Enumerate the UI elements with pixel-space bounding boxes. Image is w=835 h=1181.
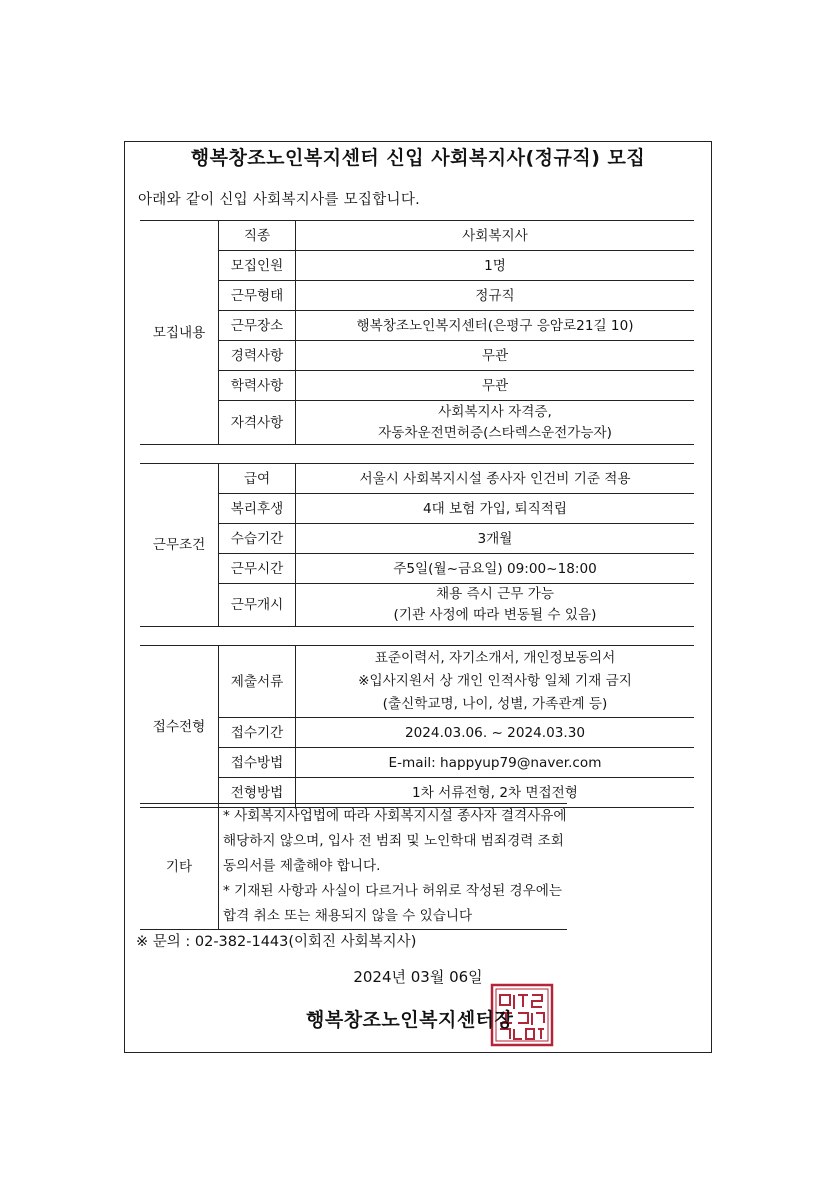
etc-category: 기타	[140, 804, 219, 930]
application-category: 접수전형	[140, 646, 219, 808]
value-line: 사회복지사 자격증,	[438, 403, 552, 420]
row-value	[296, 401, 695, 445]
row-label: 복리후생	[219, 494, 296, 524]
contact-info: ※ 문의 : 02-382-1443(이회진 사회복지사)	[136, 934, 417, 950]
row-label: 접수방법	[219, 748, 296, 778]
organization-name: 행복창조노인복지센터장	[306, 1009, 514, 1031]
note-line: 동의서를 제출해야 합니다.	[223, 858, 381, 874]
row-label: 모집인원	[219, 251, 296, 281]
issue-date: 2024년 03월 06일	[353, 968, 483, 986]
row-label: 근무장소	[219, 311, 296, 341]
application-table	[140, 645, 694, 808]
value-line: (기관 사정에 따라 변동될 수 있음)	[393, 607, 597, 623]
row-value: 주5일(월~금요일) 09:00~18:00	[296, 554, 695, 584]
row-label: 근무시간	[219, 554, 296, 584]
value-line: 자동차운전면허증(스타렉스운전가능자)	[378, 424, 612, 441]
row-value: 3개월	[296, 524, 695, 554]
row-value	[296, 584, 695, 627]
document-title: 행복창조노인복지센터 신입 사회복지사(정규직) 모집	[190, 147, 646, 169]
row-label: 수습기간	[219, 524, 296, 554]
row-label: 학력사항	[219, 371, 296, 401]
value-line: 채용 즉시 근무 가능	[435, 586, 554, 602]
conditions-table	[140, 463, 694, 627]
row-value: E-mail: happyup79@naver.com	[296, 748, 695, 778]
row-value: 4대 보험 가입, 퇴직적립	[296, 494, 695, 524]
row-label: 근무개시	[219, 584, 296, 627]
row-label: 급여	[219, 464, 296, 494]
note-line: * 사회복지사업법에 따라 사회복지시설 종사자 결격사유에	[223, 808, 567, 824]
etc-table	[140, 803, 567, 930]
value-line: (출신학교명, 나이, 성별, 가족관계 등)	[382, 696, 608, 712]
row-value: 행복창조노인복지센터(은평구 응암로21길 10)	[296, 311, 695, 341]
recruit-category: 모집내용	[140, 221, 219, 445]
row-value: 무관	[296, 371, 695, 401]
note-line: * 기재된 사항과 사실이 다르거나 허위로 작성된 경우에는	[223, 883, 563, 899]
row-label: 자격사항	[219, 401, 296, 445]
recruit-table	[140, 220, 694, 445]
row-label: 근무형태	[219, 281, 296, 311]
etc-notes	[219, 804, 567, 930]
row-value: 사회복지사	[296, 221, 695, 251]
row-label: 경력사항	[219, 341, 296, 371]
note-line: 해당하지 않으며, 입사 전 범죄 및 노인학대 범죄경력 조회	[223, 833, 564, 849]
row-label: 접수기간	[219, 718, 296, 748]
row-label: 전형방법	[219, 778, 296, 808]
intro-text: 아래와 같이 신입 사회복지사를 모집합니다.	[138, 192, 421, 208]
row-label: 직종	[219, 221, 296, 251]
row-value: 무관	[296, 341, 695, 371]
row-value: 2024.03.06. ~ 2024.03.30	[296, 718, 695, 748]
value-line: 표준이력서, 자기소개서, 개인정보동의서	[374, 650, 616, 666]
row-value: 서울시 사회복지시설 종사자 인건비 기준 적용	[296, 464, 695, 494]
conditions-category: 근무조건	[140, 464, 219, 627]
row-value: 1명	[296, 251, 695, 281]
row-label: 제출서류	[219, 646, 296, 718]
note-line: 합격 취소 또는 채용되지 않을 수 있습니다	[223, 908, 473, 924]
value-line: ※입사지원서 상 개인 인적사항 일체 기재 금지	[358, 673, 632, 689]
row-value	[296, 646, 695, 718]
row-value: 1차 서류전형, 2차 면접전형	[296, 778, 695, 808]
row-value: 정규직	[296, 281, 695, 311]
